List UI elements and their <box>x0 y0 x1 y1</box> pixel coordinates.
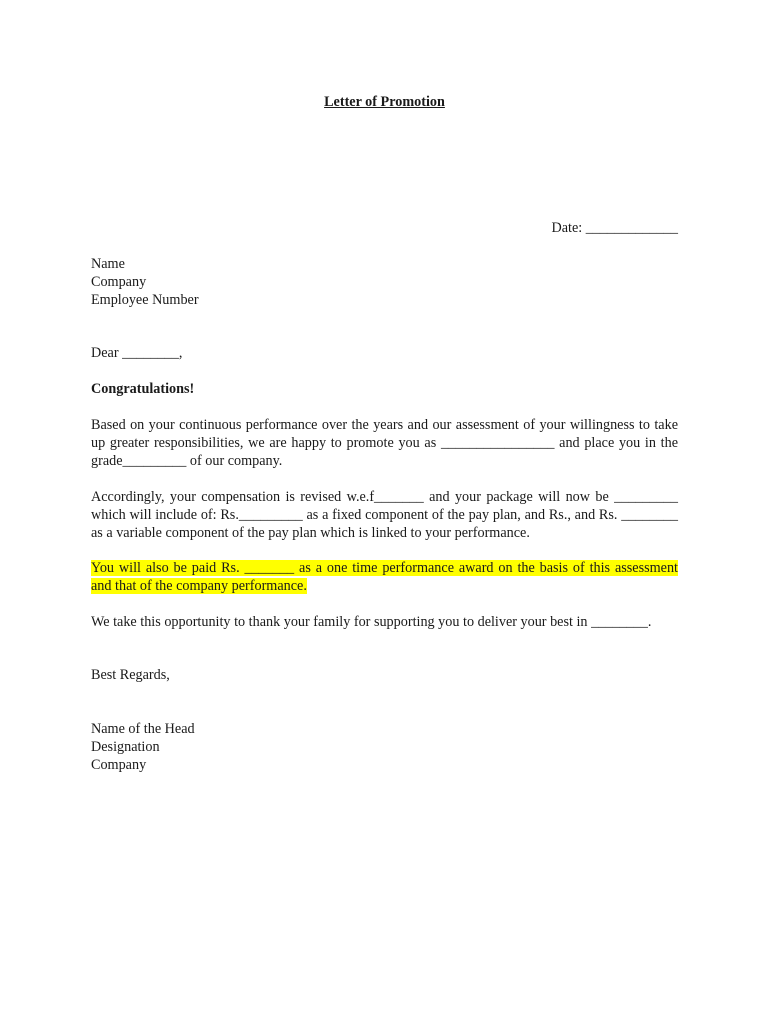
closing: Best Regards, <box>91 667 170 683</box>
signature-designation: Designation <box>91 739 160 755</box>
salutation: Dear ________, <box>91 345 183 361</box>
signature-company: Company <box>91 757 147 773</box>
recipient-employee-number: Employee Number <box>91 291 199 308</box>
congratulations-heading: Congratulations! <box>91 381 195 397</box>
date-line: Date: _____________ <box>551 220 678 236</box>
recipient-company: Company <box>91 273 147 290</box>
signature-name: Name of the Head <box>91 721 195 737</box>
highlighted-text: You will also be paid Rs. _______ as a one time performance award on the basis of this assessment and that of the company performance. <box>91 560 678 594</box>
paragraph-compensation: Accordingly, your compensation is revised w.e.f_______ and your package will now be _________ which will include of: Rs._________ as a fixed component of the pay plan, and Rs., and Rs. ________ as a variable component of the pay plan which is linked to your performance. <box>91 489 678 541</box>
letter-page <box>91 0 678 1024</box>
recipient-name: Name <box>91 256 125 272</box>
signature-block <box>91 720 195 774</box>
recipient-block <box>91 256 199 309</box>
paragraph-promotion: Based on your continuous performance over the years and our assessment of your willingness to take up greater responsibilities, we are happy to promote you as ________________ and place you in the grade_________ of our company. <box>91 417 678 469</box>
paragraph-performance-award <box>91 559 678 595</box>
paragraph-thanks: We take this opportunity to thank your family for supporting you to deliver your best in ________. <box>91 614 652 630</box>
letter-title: Letter of Promotion <box>324 94 445 110</box>
